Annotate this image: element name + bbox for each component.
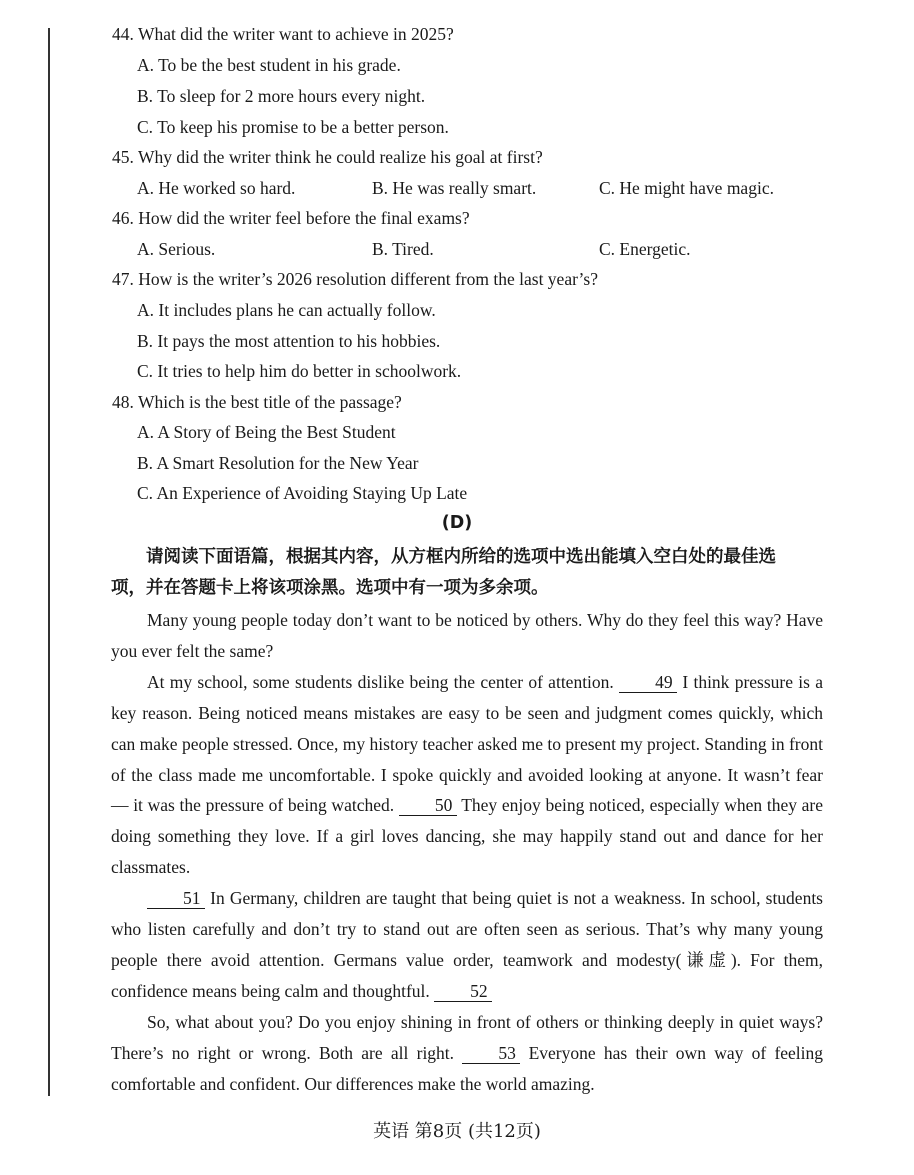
option-45-c: C. He might have magic.	[599, 178, 774, 198]
blank-51[interactable]: 51	[147, 888, 205, 909]
question-text: What did the writer want to achieve in 2025?	[137, 24, 454, 44]
blank-50[interactable]: 50	[399, 795, 457, 816]
option-48-b: B. A Smart Resolution for the New Year	[137, 453, 419, 473]
question-number: 48.	[112, 392, 134, 412]
paragraph-text: Many young people today don’t want to be noticed by others. Why do they feel this way? Have you ever felt the same?	[111, 610, 823, 661]
paragraph-1	[111, 605, 823, 667]
section-label: (D)	[441, 513, 473, 533]
question-44	[112, 23, 454, 45]
question-48	[112, 391, 402, 413]
blank-52[interactable]: 52	[434, 981, 492, 1002]
question-text: How did the writer feel before the final exams?	[138, 208, 470, 228]
paragraph-text: At my school, some students dislike being the center of attention.	[147, 671, 614, 692]
option-45-b: B. He was really smart.	[372, 178, 537, 198]
paragraph-4	[111, 1007, 823, 1100]
paragraph-text: So, what about you? Do you enjoy shining in front of others or thinking deeply in quiet ways? There’s no right or wrong. Both are all right.	[111, 1011, 823, 1063]
blank-49[interactable]: 49	[619, 672, 677, 693]
page-footer: 英语 第8页 (共12页)	[373, 1121, 541, 1142]
paragraph-text: In Germany, children are taught that being quiet is not a weakness. In school, students who listen carefully and don’t try to stand out are often seen as serious. That’s why many young people there avoid attention. Germans value order, teamwork and modesty(谦虚). For them, confidence means being calm and thoughtful.	[111, 888, 823, 1001]
option-46-a: A. Serious.	[137, 239, 216, 259]
question-text: Why did the writer think he could realize his goal at first?	[137, 147, 543, 167]
option-47-b: B. It pays the most attention to his hobbies.	[137, 331, 441, 351]
question-text: Which is the best title of the passage?	[137, 392, 402, 412]
paragraph-text: Everyone has their own way of feeling comfortable and confident. Our differences make the world amazing.	[111, 1042, 824, 1094]
option-44-a: A. To be the best student in his grade.	[137, 55, 401, 75]
question-text: How is the writer’s 2026 resolution different from the last year’s?	[138, 269, 599, 289]
paragraph-text: I think pressure is a key reason. Being noticed means mistakes are easy to be seen and judgment comes quickly, which can make people stressed. Once, my history teacher asked me to present my project. Standing in front of the class made me uncomfortable. I spoke quickly and avoided looking at anyone. It wasn’t fear — it was the pressure of being watched.	[111, 671, 823, 816]
option-47-a: A. It includes plans he can actually follow.	[137, 300, 436, 320]
blank-53[interactable]: 53	[462, 1043, 520, 1064]
question-46	[112, 207, 470, 229]
question-number: 47.	[112, 269, 134, 289]
paragraph-text: They enjoy being noticed, especially when they are doing something they love. If a girl loves dancing, she may happily stand out and dance for her classmates.	[111, 795, 824, 878]
question-number: 45.	[112, 147, 134, 167]
instruction-line-1: 请阅读下面语篇，根据其内容，从方框内所给的选项中选出能填入空白处的最佳选	[146, 547, 776, 567]
paragraph-2	[111, 667, 823, 883]
passage	[111, 605, 823, 1100]
option-46-b: B. Tired.	[372, 239, 434, 259]
question-number: 44.	[112, 24, 134, 44]
option-45-a: A. He worked so hard.	[137, 178, 296, 198]
option-48-a: A. A Story of Being the Best Student	[137, 422, 396, 442]
option-48-c: C. An Experience of Avoiding Staying Up Late	[137, 483, 468, 503]
question-number: 46.	[112, 208, 134, 228]
option-46-c: C. Energetic.	[599, 239, 691, 259]
question-45	[112, 146, 543, 168]
paragraph-3	[111, 883, 823, 1007]
binding-margin-line	[48, 28, 50, 1096]
option-47-c: C. It tries to help him do better in schoolwork.	[137, 361, 462, 381]
option-44-c: C. To keep his promise to be a better person.	[137, 117, 449, 137]
option-44-b: B. To sleep for 2 more hours every night.	[137, 86, 426, 106]
question-47	[112, 268, 598, 290]
instruction-line-2: 项，并在答题卡上将该项涂黑。选项中有一项为多余项。	[111, 578, 549, 598]
